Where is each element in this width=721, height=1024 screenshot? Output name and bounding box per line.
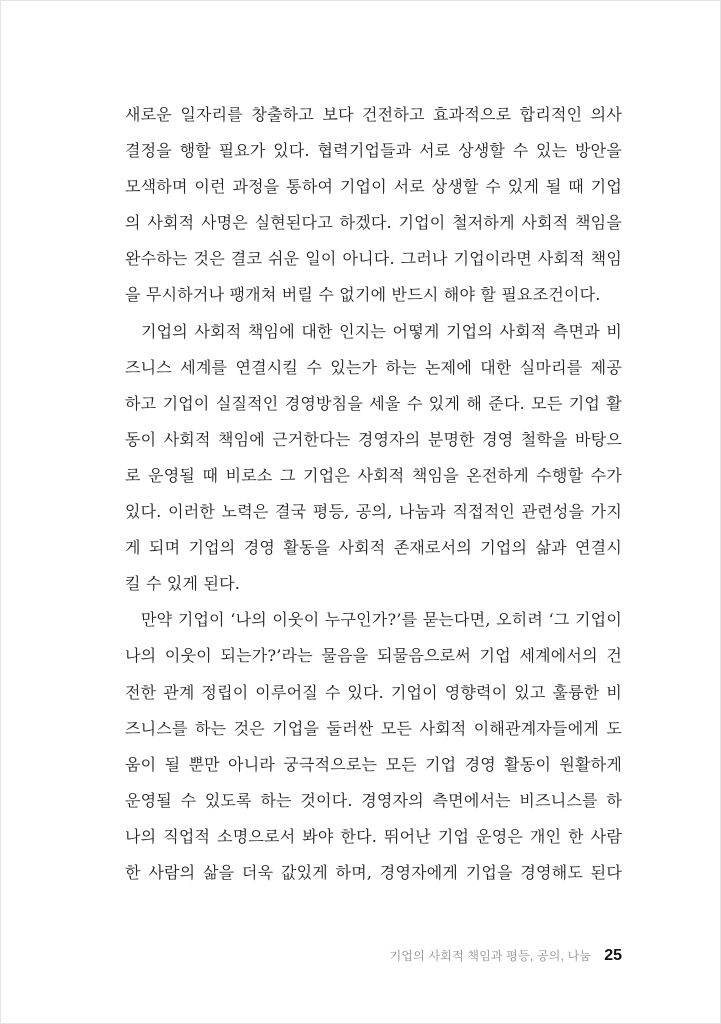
text-line: 전한 관계 정립이 이루어질 수 있다. 기업이 영향력이 있고 훌륭한 비	[125, 682, 622, 702]
text-line: 기업의 사회적 책임에 대한 인지는 어떻게 기업의 사회적 측면과 비	[141, 321, 622, 341]
text-line: 로 운영될 때 비로소 그 기업은 사회적 책임을 온전하게 수행할 수가	[125, 465, 622, 485]
text-line: 나의 직업적 소명으로서 봐야 한다. 뛰어난 기업 운영은 개인 한 사람	[125, 826, 622, 846]
text-line: 게 되며 기업의 경영 활동을 사회적 존재로서의 기업의 삶과 연결시	[125, 538, 622, 558]
running-title: 기업의 사회적 책임과 평등, 공의, 나눔	[389, 949, 592, 963]
text-line: 즈니스 세계를 연결시킬 수 있는가 하는 논제에 대한 실마리를 제공	[125, 357, 622, 377]
text-line: 모색하며 이런 과정을 통하여 기업이 서로 상생할 수 있게 될 때 기업	[125, 177, 622, 197]
text-line: 완수하는 것은 결코 쉬운 일이 아니다. 그러나 기업이라면 사회적 책임	[125, 249, 622, 269]
text-line: 동이 사회적 책임에 근거한다는 경영자의 분명한 경영 철학을 바탕으	[125, 429, 622, 449]
text-line: 만약 기업이 ‘나의 이웃이 누구인가?’를 묻는다면, 오히려 ‘그 기업이	[141, 610, 622, 630]
text-line: 한 사람의 삶을 더욱 값있게 하며, 경영자에게 기업을 경영해도 된다	[125, 862, 622, 882]
text-line: 의 사회적 사명은 실현된다고 하겠다. 기업이 철저하게 사회적 책임을	[125, 213, 622, 233]
text-line: 새로운 일자리를 창출하고 보다 건전하고 효과적으로 합리적인 의사	[125, 105, 622, 124]
text-line: 을 무시하거나 팽개쳐 버릴 수 없기에 반드시 해야 할 필요조건이다.	[125, 285, 601, 305]
text-line: 결정을 행할 필요가 있다. 협력기업들과 서로 상생할 수 있는 방안을	[125, 141, 622, 161]
page-number: 25	[604, 947, 622, 964]
text-line: 하고 기업이 실질적인 경영방침을 세울 수 있게 해 준다. 모든 기업 활	[125, 393, 622, 413]
text-line: 움이 될 뿐만 아니라 궁극적으로는 모든 기업 경영 활동이 원활하게	[125, 754, 622, 774]
text-line: 나의 이웃이 되는가?’라는 물음을 되물음으로써 기업 세계에서의 건	[125, 646, 622, 666]
text-line: 킬 수 있게 된다.	[125, 574, 241, 594]
text-line: 있다. 이러한 노력은 결국 평등, 공의, 나눔과 직접적인 관련성을 가지	[125, 502, 622, 522]
body-text	[125, 97, 622, 891]
page-footer	[390, 947, 622, 965]
text-line: 운영될 수 있도록 하는 것이다. 경영자의 측면에서는 비즈니스를 하	[125, 790, 622, 810]
text-line: 즈니스를 하는 것은 기업을 둘러싼 모든 사회적 이해관계자들에게 도	[125, 718, 622, 738]
